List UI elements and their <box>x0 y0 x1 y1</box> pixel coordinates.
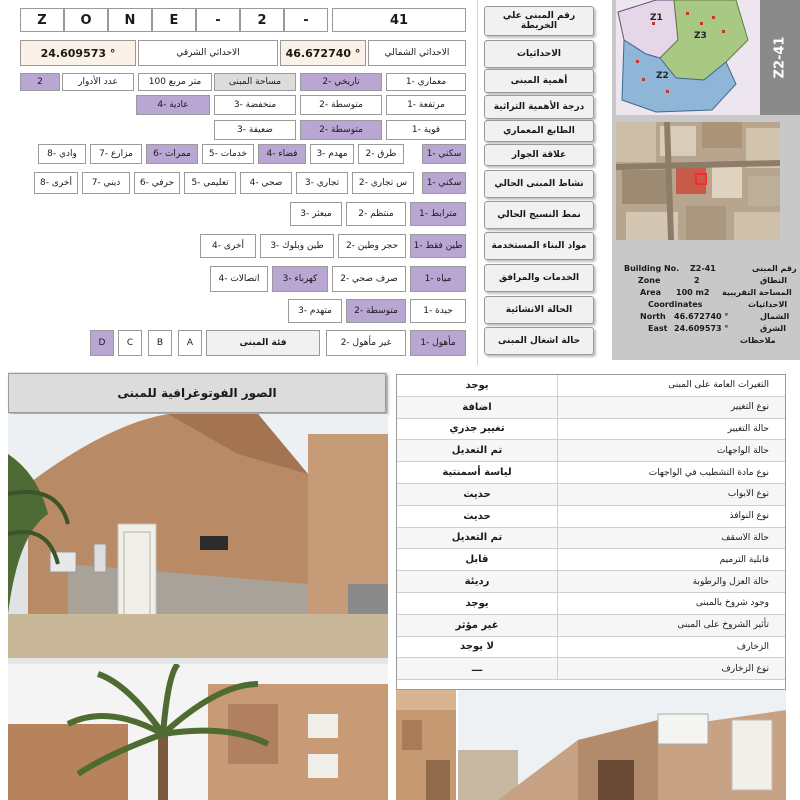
class-d: D <box>90 330 114 356</box>
building-number: 41 <box>332 8 466 32</box>
occupancy-unoccupied: 2- غير مأهول <box>326 330 406 356</box>
info-east-ar: الشرق <box>760 324 787 333</box>
fabric-scattered: 3- مبعثر <box>290 202 342 226</box>
changes-value: حديث <box>463 510 491 522</box>
activity-residential: 1- سكني <box>422 172 466 194</box>
changes-table-row <box>397 571 785 593</box>
building-photo-1-drawing <box>8 414 388 658</box>
changes-value: تم التعديل <box>451 532 503 544</box>
class-a: A <box>178 330 202 356</box>
changes-value: يوجد <box>465 379 489 391</box>
row-header-neighborhood: علاقة الجوار <box>484 144 594 166</box>
changes-value: حديث <box>463 488 491 500</box>
neighbor-spaces: 4- فضاء <box>258 144 306 164</box>
code-letter: O <box>64 8 108 32</box>
neighbor-abandoned: 3- مهدم <box>310 144 354 164</box>
activity-educational: 5- تعليمي <box>184 172 236 194</box>
changes-value: غير مؤثر <box>455 619 499 631</box>
code-letter: - <box>196 8 240 32</box>
class-b: B <box>148 330 172 356</box>
east-coordinate-label: الاحداثي الشرقي <box>138 40 278 66</box>
changes-value: تغيير جذري <box>449 423 505 435</box>
heritage-medium: 2- متوسطة <box>300 95 382 115</box>
class-c: C <box>118 330 142 356</box>
building-photo-1 <box>8 414 388 658</box>
building-photo-2-drawing <box>8 664 388 800</box>
activity-religious: 7- ديني <box>82 172 130 194</box>
info-building-no-val: Z2-41 <box>690 264 716 273</box>
changes-label: نوع التغيير <box>557 397 785 418</box>
material-other: 4- أخرى <box>200 234 256 258</box>
activity-craft: 6- حرفي <box>134 172 180 194</box>
zone-map <box>616 0 760 115</box>
utility-telecom: 4- اتصالات <box>210 266 268 292</box>
changes-label: حالة الاسقف <box>557 528 785 549</box>
changes-table-row <box>397 506 785 528</box>
info-zone-en: Zone <box>638 276 661 285</box>
changes-value: قابل <box>465 554 489 566</box>
vertical-code: Z2-41 <box>772 36 788 79</box>
row-header-activity: نشاط المبنى الحالي <box>484 170 594 198</box>
neighbor-paths: 6- ممرات <box>146 144 198 164</box>
photos-title: الصور الفوتوغرافية للمبنى <box>8 373 386 413</box>
changes-table-row <box>397 375 785 397</box>
changes-table-row <box>397 549 785 571</box>
changes-table-row <box>397 484 785 506</box>
condition-good: 1- جيدة <box>410 299 466 323</box>
zone-label-z1: Z1 <box>650 13 663 23</box>
changes-table-row <box>397 658 785 680</box>
material-mud-only: 1- طين فقط <box>410 234 466 258</box>
occupancy-occupied: 1- مأهول <box>410 330 466 356</box>
zone-label-z2: Z2 <box>656 71 669 81</box>
row-header-materials: مواد البناء المستخدمة <box>484 232 594 260</box>
character-medium: 2- متوسطة <box>300 120 382 140</box>
material-stone-mud: 2- حجر وطين <box>338 234 406 258</box>
info-building-no-ar: رقم المبنى <box>752 264 797 273</box>
row-header-importance: أهمية المبنى <box>484 69 594 93</box>
utility-water: 1- مياه <box>410 266 466 292</box>
fabric-connected: 1- مترابط <box>410 202 466 226</box>
info-area-en: Area <box>640 288 661 297</box>
info-east-val: 24.609573 ° <box>674 324 729 333</box>
heritage-ordinary: 4- عادية <box>136 95 210 115</box>
changes-label: تأثير الشروخ على المبنى <box>557 615 785 636</box>
utility-electricity: 3- كهرباء <box>272 266 328 292</box>
changes-table-row <box>397 397 785 419</box>
importance-architectural: 1- معماري <box>386 73 466 91</box>
row-header-heritage: درجة الأهمية التراثية <box>484 95 594 119</box>
heritage-low: 3- منخفضة <box>214 95 296 115</box>
changes-label: نوع الابواب <box>557 484 785 505</box>
info-zone-val: 2 <box>694 276 700 285</box>
changes-label: حالة الواجهات <box>557 440 785 461</box>
changes-label: نوع النوافذ <box>557 506 785 527</box>
area-label: مساحة المبنى <box>214 73 296 91</box>
neighbor-farms: 7- مزارع <box>90 144 142 164</box>
zone-map-drawing <box>616 0 760 115</box>
changes-value: اضافة <box>462 401 492 413</box>
changes-label: نوع مادة التشطيب في الواجهات <box>557 462 785 483</box>
vertical-code-strip <box>760 0 800 115</box>
changes-label: وجود شروخ بالمبنى <box>557 593 785 614</box>
info-coords-en: Coordinates <box>648 300 703 309</box>
neighbor-valley: 8- وادي <box>38 144 86 164</box>
changes-label: حالة العزل والرطوبة <box>557 571 785 592</box>
changes-label: نوع الزخارف <box>557 658 785 679</box>
info-notes-ar: ملاحظات <box>740 336 776 345</box>
changes-table-row <box>397 440 785 462</box>
character-strong: 1- قوية <box>386 120 466 140</box>
info-area-ar: المساحة التقريبية <box>722 288 792 297</box>
changes-label: الزخارف <box>557 637 785 658</box>
changes-value: لياسة أسمنتية <box>442 467 512 479</box>
north-coordinate-value: 46.672740 ° <box>280 40 366 66</box>
code-letter: 2 <box>240 8 284 32</box>
area-value: 100 متر مربع <box>138 73 212 91</box>
info-north-en: North <box>640 312 666 321</box>
condition-medium: 2- متوسطة <box>346 299 406 323</box>
code-letter: - <box>284 8 328 32</box>
material-mud-block: 3- طين وبلوك <box>260 234 334 258</box>
aerial-photo-drawing <box>616 122 780 240</box>
class-label: فئة المبنى <box>206 330 320 356</box>
neighbor-roads: 2- طرق <box>358 144 404 164</box>
row-header-utilities: الخدمات والمرافق <box>484 264 594 292</box>
east-coordinate-value: 24.609573 ° <box>20 40 136 66</box>
character-weak: 3- ضعيفة <box>214 120 296 140</box>
code-letter: N <box>108 8 152 32</box>
heritage-high: 1- مرتفعة <box>386 95 466 115</box>
condition-collapsed: 3- متهدم <box>288 299 342 323</box>
floors-value: 2 <box>20 73 60 91</box>
changes-label: قابلية الترميم <box>557 549 785 570</box>
changes-label: حالة التغيير <box>557 419 785 440</box>
info-building-no-en: Building No. <box>624 264 680 273</box>
changes-table-row <box>397 615 785 637</box>
code-letter: Z <box>20 8 64 32</box>
activity-other: 8- أخرى <box>34 172 78 194</box>
changes-value: لا يوجد <box>460 641 494 653</box>
activity-commercial-residential: 2- س تجاري <box>352 172 414 194</box>
changes-table-row <box>397 528 785 550</box>
row-header-building-no: رقم المبنى علي الخريطة <box>484 6 594 36</box>
zone-label-z3: Z3 <box>694 31 707 41</box>
utility-sewage: 2- صرف صحي <box>332 266 406 292</box>
info-east-en: East <box>648 324 668 333</box>
north-coordinate-label: الاحداثي الشمالي <box>368 40 466 66</box>
info-north-ar: الشمال <box>760 312 790 321</box>
changes-table-row <box>397 419 785 441</box>
building-photo-2 <box>8 664 388 800</box>
aerial-photo <box>616 122 780 240</box>
changes-value: تم التعديل <box>451 445 503 457</box>
changes-value: يوجد <box>465 597 489 609</box>
activity-commercial: 3- تجاري <box>296 172 348 194</box>
building-photo-4 <box>458 690 786 800</box>
info-area-val: 100 m2 <box>676 288 710 297</box>
importance-historic: 2- تاريخي <box>300 73 382 91</box>
row-header-condition: الحالة الانشائية <box>484 296 594 324</box>
info-coords-ar: الاحداثيات <box>748 300 788 309</box>
changes-table-row <box>397 637 785 659</box>
row-header-fabric: نمط النسيج الحالي <box>484 201 594 229</box>
row-header-character: الطابع المعماري <box>484 120 594 142</box>
neighbor-residential: 1- سكني <box>422 144 466 164</box>
changes-table-row <box>397 593 785 615</box>
code-letter: E <box>152 8 196 32</box>
fabric-regular: 2- منتظم <box>346 202 406 226</box>
building-photo-4-drawing <box>458 690 786 800</box>
activity-health: 4- صحي <box>240 172 292 194</box>
floors-label: عدد الأدوار <box>62 73 134 91</box>
changes-value: رديئة <box>464 576 490 588</box>
changes-label: التغيرات العامة على المبنى <box>557 375 785 396</box>
building-photo-3-drawing <box>396 690 456 800</box>
info-zone-ar: النطاق <box>760 276 787 285</box>
neighbor-services: 5- خدمات <box>202 144 254 164</box>
row-header-coordinates: الاحداثيات <box>484 40 594 68</box>
changes-value: ـــ <box>471 663 483 675</box>
row-header-occupancy: حالة اشغال المبنى <box>484 327 594 355</box>
info-north-val: 46.672740 ° <box>674 312 729 321</box>
changes-table-row <box>397 462 785 484</box>
building-photo-3 <box>396 690 456 800</box>
